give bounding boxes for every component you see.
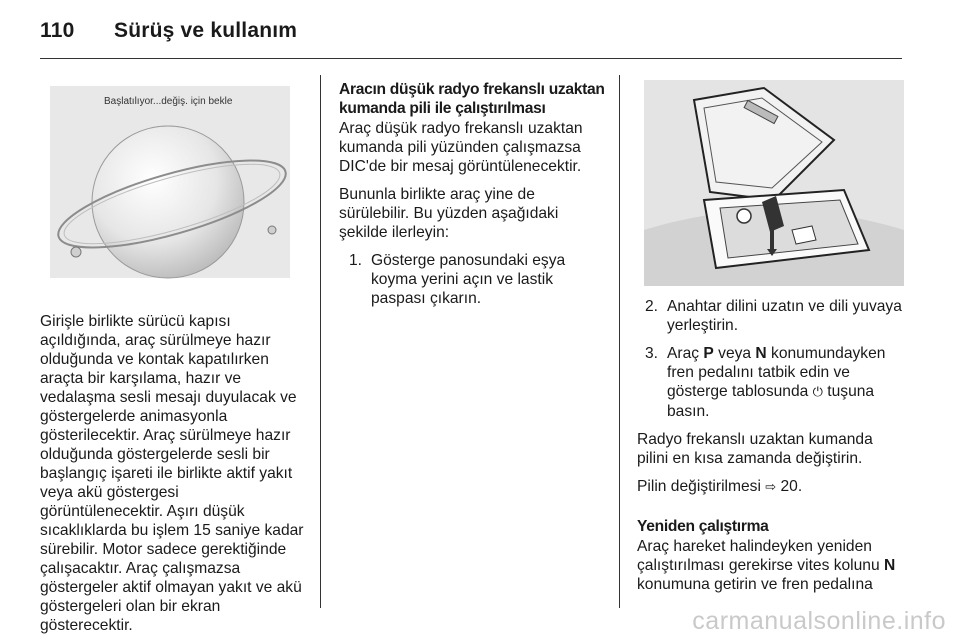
column-right — [637, 297, 905, 603]
column-middle — [339, 80, 605, 317]
sphere-illustration — [40, 80, 302, 286]
low-battery-paragraph-1: Araç düşük radyo frekanslı uzaktan kumanda pili yüzünden çalışmazsa DIC'de bir mesaj görüntülenecektir. — [339, 120, 583, 175]
section-heading-restart: Yeniden çalıştırma — [637, 518, 769, 535]
page-header — [40, 19, 297, 43]
step-2: 2. Anahtar dilini uzatın ve dili yuvaya yerleştirin. — [645, 298, 902, 334]
step-3: 3. Araç P veya N konumundayken fren pedalını tatbik edin ve gösterge tablosunda ⏻ tuşuna basın. — [645, 345, 886, 420]
column-divider-1 — [320, 75, 321, 608]
startup-screen-figure — [40, 80, 302, 286]
steps-list-1 — [339, 251, 605, 308]
header-rule — [40, 58, 902, 59]
watermark: carmanualsonline.info — [692, 607, 946, 635]
page-number: 110 — [40, 19, 75, 42]
column-left — [40, 312, 305, 644]
low-battery-paragraph-2: Bununla birlikte araç yine de sürülebilir. Bu yüzden aşağıdaki şekilde ilerleyin: — [339, 186, 559, 241]
power-button-icon: ⏻ — [812, 385, 823, 400]
startup-screen-text: Başlatılıyor...değiş. için bekle — [104, 96, 233, 107]
column-divider-2 — [619, 75, 620, 608]
page-reference-arrow-icon: ⇨ — [765, 480, 777, 495]
storage-compartment-figure — [644, 80, 904, 286]
replace-remote-paragraph: Radyo frekanslı uzaktan kumanda pilini en kısa zamanda değiştirin. — [637, 431, 873, 467]
page-title: Sürüş ve kullanım — [114, 19, 298, 42]
step-1: 1. Gösterge panosundaki eşya koyma yerini açın ve lastik paspası çıkarın. — [349, 252, 566, 307]
restart-paragraph: Araç hareket halindeyken yeniden çalıştırılması gerekirse vites kolunu N konumuna getirin ve fren pedalına — [637, 538, 896, 593]
section-heading-low-battery: Aracın düşük radyo frekanslı uzaktan kumanda pili ile çalıştırılması — [339, 81, 605, 117]
storage-compartment-illustration — [644, 80, 904, 286]
steps-list-2 — [637, 297, 905, 421]
intro-paragraph: Girişle birlikte sürücü kapısı açıldığında, araç sürülmeye hazır olduğunda ve kontak kapatılırken araçta bir karşılama, hazır ve vedalaşma sesli mesajı duyulacak ve göstergelerde animasyonla gösterilecektir. Araç sürülmeye hazır olduğunda göstergelerde sesli bir başlangıç işareti ile birlikte aktif yakıt veya akü göstergesi görüntülenecektir. Aşırı düşük sıcaklıklarda bu işlem 15 saniye kadar sürebilir. Motor sadece gerektiğinde çalışacaktır. Araç çalışmazsa göstergeler aktif olmayan yakıt ve akü göstergeleri olan bir ekran gösterecektir. — [40, 313, 304, 634]
battery-reference: Pilin değiştirilmesi ⇨ 20. — [637, 478, 803, 495]
